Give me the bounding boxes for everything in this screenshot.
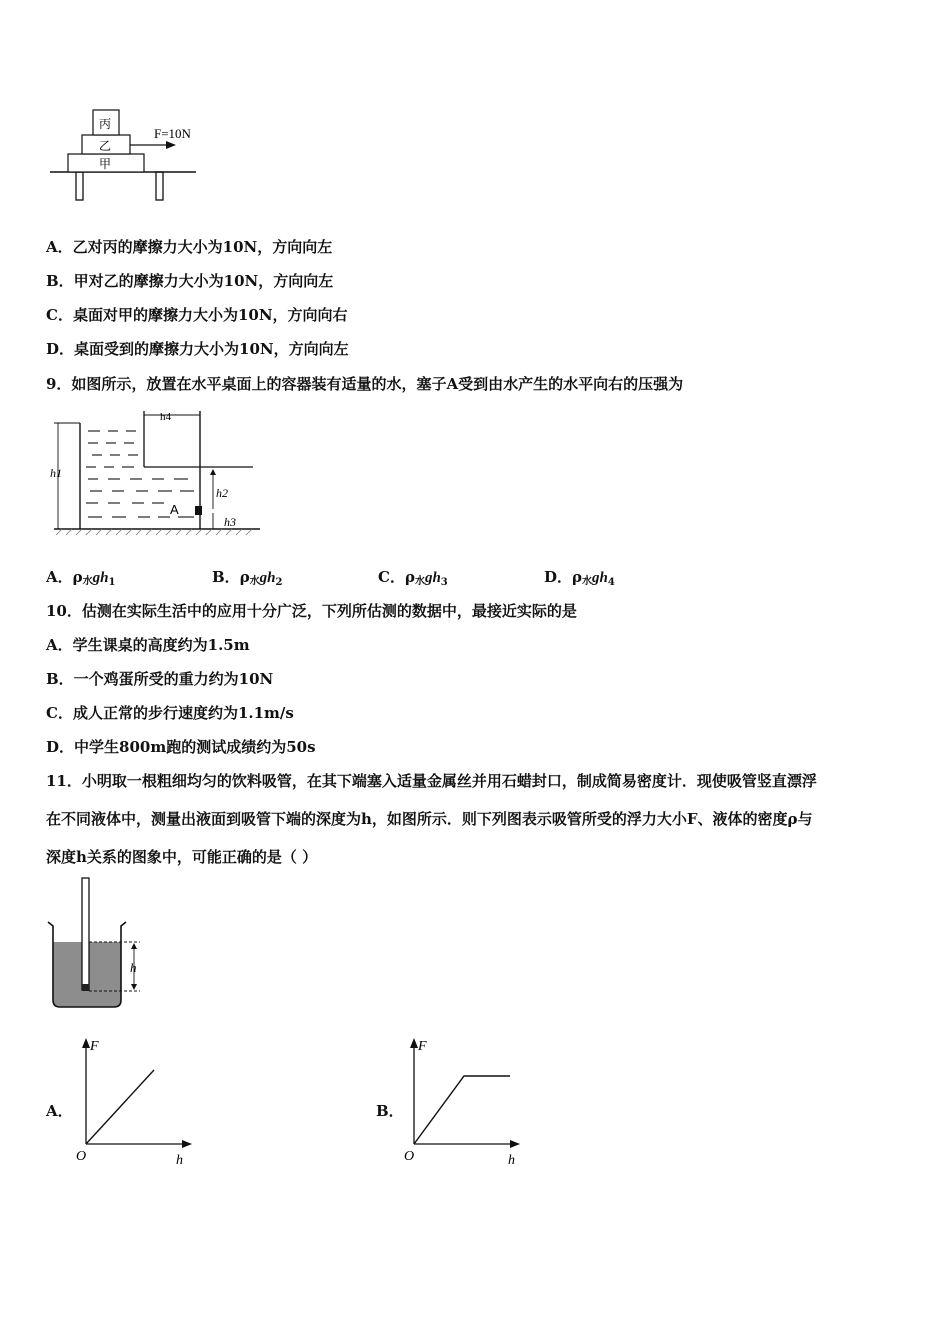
beaker-h-label: h: [130, 960, 137, 975]
q8-option-c: C．桌面对甲的摩擦力大小为10N，方向向右: [46, 306, 348, 324]
h1-label: h1: [50, 466, 62, 480]
h2-label: h2: [216, 486, 228, 500]
figure-water-container: [48, 405, 263, 540]
force-label: F=10N: [154, 126, 191, 141]
q9-option-d: D．ρ水gh4: [544, 568, 615, 588]
q10-option-a: A．学生课桌的高度约为1.5m: [46, 636, 250, 654]
graph-a-letter: A．: [46, 1102, 73, 1120]
figure-stacked-blocks: [48, 108, 208, 208]
graph-a-x-label: h: [176, 1153, 183, 1168]
figure-beaker: [44, 876, 154, 1016]
graph-a-y-label: F: [90, 1039, 99, 1054]
graph-b-y-label: F: [418, 1039, 427, 1054]
q9-option-b: B．ρ水gh2: [212, 568, 283, 588]
block-top-label: 丙: [99, 117, 112, 131]
q8-option-d: D．桌面受到的摩擦力大小为10N，方向向左: [46, 340, 349, 358]
q9-option-a: A．ρ水gh1: [46, 568, 116, 588]
graph-a-line: [86, 1070, 154, 1144]
q8-option-b: B．甲对乙的摩擦力大小为10N，方向向左: [46, 272, 334, 290]
graph-a: [74, 1034, 199, 1169]
q10-option-d: D．中学生800m跑的测试成绩约为50s: [46, 738, 316, 756]
block-bottom-label: 甲: [99, 157, 112, 171]
graph-b-x-label: h: [508, 1153, 515, 1168]
q11-stem-line-1: 11．小明取一根粗细均匀的饮料吸管，在其下端塞入适量金属丝并用石蜡封口，制成简易密度计．现使吸管竖直漂浮: [46, 772, 817, 790]
graph-b-letter: B．: [376, 1102, 404, 1120]
graph-b-line: [414, 1076, 510, 1144]
q10-option-c: C．成人正常的步行速度约为1.1m/s: [46, 704, 294, 722]
graph-a-origin: O: [76, 1149, 87, 1164]
graph-b-origin: O: [404, 1149, 415, 1164]
q9-stem: 9．如图所示，放置在水平桌面上的容器装有适量的水，塞子A受到由水产生的水平向右的压强为: [46, 375, 684, 393]
q11-stem-line-2: 在不同液体中，测量出液面到吸管下端的深度为h，如图所示．则下列图表示吸管所受的浮力大小F、液体的密度ρ与: [46, 810, 813, 828]
q10-option-b: B．一个鸡蛋所受的重力约为10N: [46, 670, 274, 688]
h4-label: h4: [160, 411, 171, 423]
q11-stem-line-3: 深度h关系的图象中，可能正确的是（ ）: [46, 848, 318, 866]
q9-option-c: C．ρ水gh3: [378, 568, 448, 588]
q8-option-a: A．乙对丙的摩擦力大小为10N，方向向左: [46, 238, 333, 256]
q10-stem: 10．估测在实际生活中的应用十分广泛，下列所估测的数据中，最接近实际的是: [46, 602, 577, 620]
h3-label: h3: [224, 515, 236, 529]
block-mid-label: 乙: [99, 139, 112, 153]
point-a-label: A: [170, 502, 179, 517]
q9-options: [46, 566, 615, 588]
graph-b: [402, 1034, 532, 1169]
